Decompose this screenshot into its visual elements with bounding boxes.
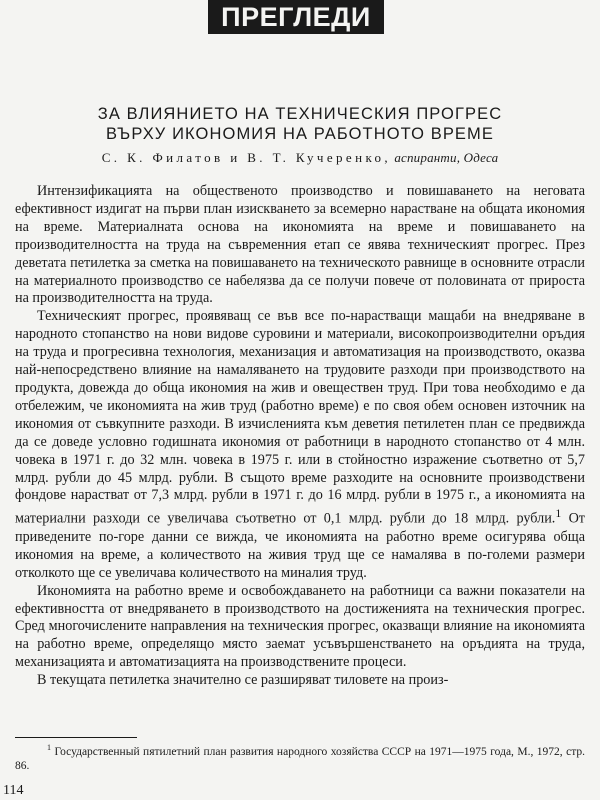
body-paragraph-2-text: Техническият прогрес, проявяващ се във все по-нарастващи мащаби на внедряване в народното стопанство на нови видове суровини и материали, високопроизводителни оръдия на труда и прогресивна технология, механизация и автоматизация на производството, оказва най-непосредствено влияние на намаляването на трудовите разходи при производството на продукта, довежда до обща икономия на жив и овеществен труд. При това необходимо е да отбележим, че икономията на жив труд (работно време) е по своя обем основен източник на икономия от съвкупните разходи. В изчисленията към деветия петилетен план се предвижда да се доведе условно годишната икономия от работници в народното стопанство от 4 млн. човека в 1971 г. до 32 млн. човека в 1975 г. или в стойностно изражение съответно от 5,7 млрд. рубли до 45 млрд. рубли. В същото време разходите на основните производствени фондове нарастват от 7,3 млрд. рубли в 1971 г. до 16 млрд. рубли в 1975 г., а икономията на материални разходи се увеличава съответно от 0,1 млрд. рубли до 18 млрд. рубли. (15, 308, 585, 528)
section-header: ПРЕГЛЕДИ (208, 0, 384, 34)
footnote-marker: 1 (47, 743, 51, 752)
article-title-line-2: ВЪРХУ ИКОНОМИЯ НА РАБОТНОТО ВРЕМЕ (106, 125, 494, 143)
body-paragraph-4: В текущата петилетка значително се разширяват тиловете на произ- (37, 672, 449, 689)
article-body (15, 183, 585, 690)
footnote-reference: 1 (555, 506, 562, 521)
page-number: 114 (3, 783, 24, 798)
footnote-text: Государственный пятилетний план развития народного хозяйства СССР на 1971—1975 года, М., 1972, стр. 86. (15, 745, 586, 772)
body-paragraph-1: Интензификацията на общественото производство и повишаването на неговата ефективност издигат на първи план изискването за всемерно нарастване на общата икономия на време. Материалната основа на икономията на време и повишаването на производителността на труда на съвременния етап се явява техническият прогрес. През деветата петилетка за сметка на повишаването на техническото равнище в основните отрасли на материалното производство се набелязва да се получи повече от половината от прироста на производителността на труда. (15, 183, 585, 307)
body-paragraph-3: Икономията на работно време и освобождаването на работници са важни показатели на ефективността от внедряването в производството на достиженията на техническия прогрес. Сред многочислените направления на техническия прогрес, оказващи влияние на икономията на работно време, определящо място заемат усъвършенстването на оръдията на труда, механизацията и автоматизацията на производствените процеси. (15, 582, 585, 671)
footnote (15, 741, 585, 773)
body-paragraph-2-cont: От приведените по-горе данни се вижда, че икономията на работно време осигурява обща икономия на време, а количеството на живия труд ще се намалява в по-големи размери отколкото ще се увеличава количеството на миналия труд. (15, 511, 586, 581)
article-title-line-1: ЗА ВЛИЯНИЕТО НА ТЕХНИЧЕСКИЯ ПРОГРЕС (97, 105, 503, 123)
body-paragraph-2 (15, 308, 585, 582)
author-names: С. К. Филатов и В. Т. Кучеренко, (101, 150, 392, 165)
article-authors (0, 150, 600, 166)
footnote-divider (15, 737, 137, 738)
author-affiliation: аспиранти, Одеса (394, 150, 499, 165)
